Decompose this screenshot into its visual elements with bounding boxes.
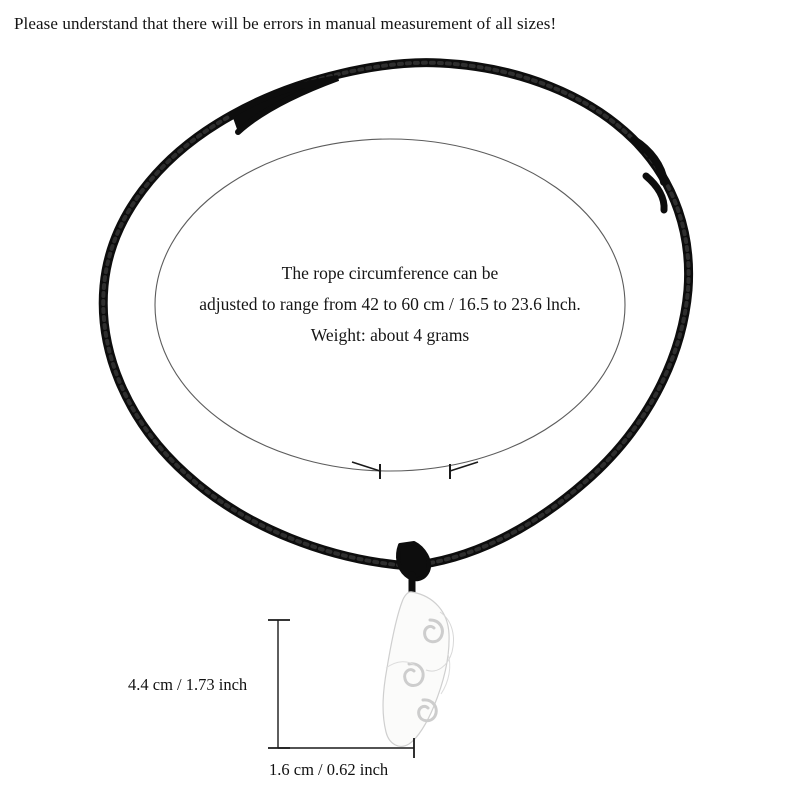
circumference-note-line3: Weight: about 4 grams xyxy=(310,325,470,345)
measurement-disclaimer: Please understand that there will be errors in manual measurement of all sizes! xyxy=(14,14,557,33)
circumference-note-line1: The rope circumference can be xyxy=(281,263,499,283)
pendant-height-label: 4.4 cm / 1.73 inch xyxy=(128,675,248,694)
circumference-note xyxy=(160,258,620,351)
height-dimension-icon xyxy=(268,620,290,748)
circumference-note-line2: adjusted to range from 42 to 60 cm / 16.5 to 23.6 lnch. xyxy=(199,294,581,314)
pendant-width-label: 1.6 cm / 0.62 inch xyxy=(269,760,389,779)
pendant-icon xyxy=(383,592,453,746)
